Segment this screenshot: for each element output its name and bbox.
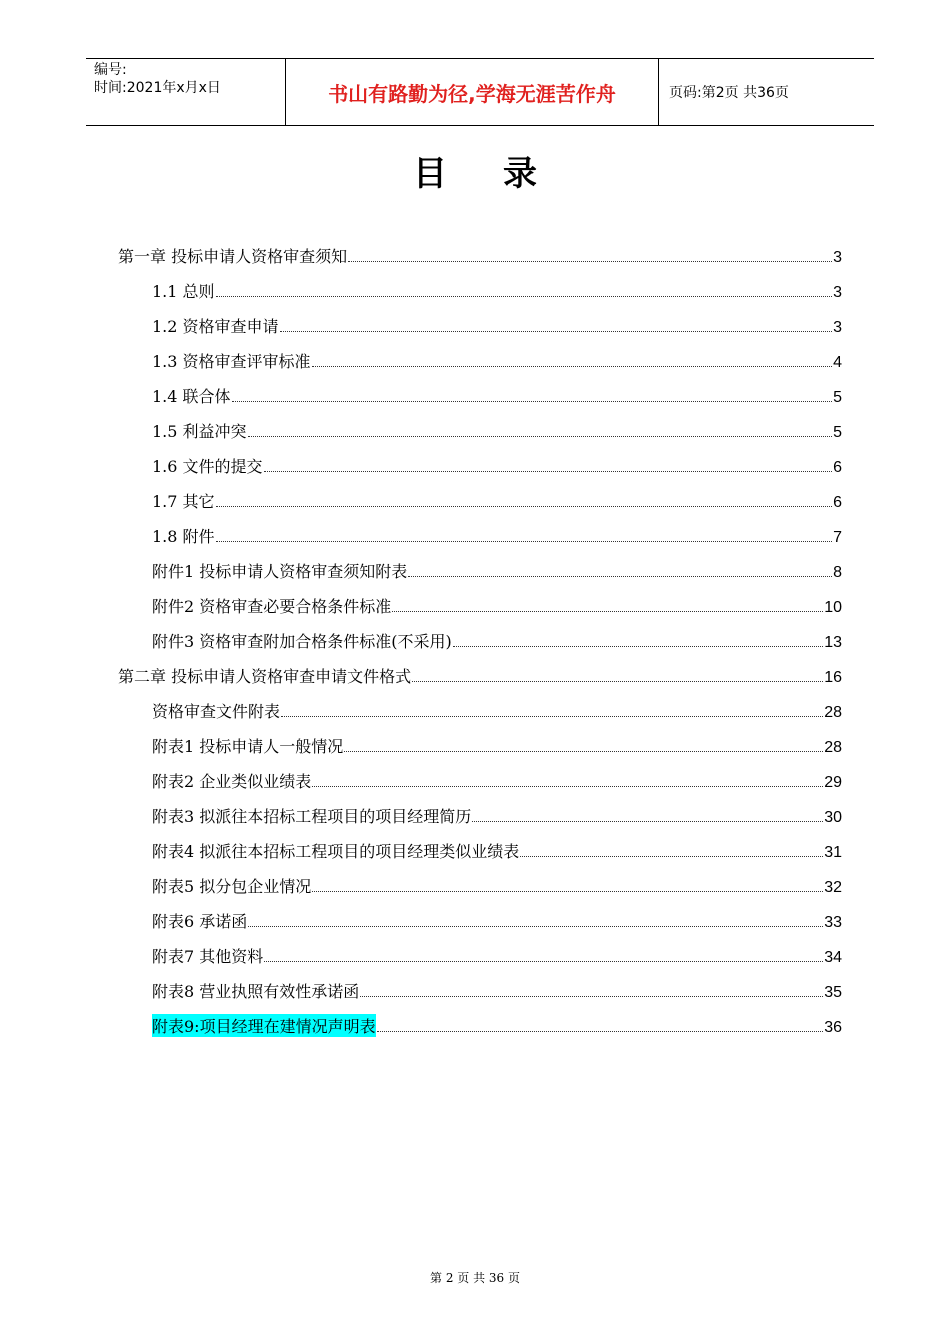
toc-label: 附表6 承诺函 xyxy=(152,912,248,931)
toc-label: 附表8 营业执照有效性承诺函 xyxy=(152,982,360,1001)
toc-label: 附表7 其他资料 xyxy=(152,947,264,966)
toc-leader xyxy=(392,611,823,612)
toc-entry[interactable] xyxy=(118,897,842,932)
toc-entry[interactable] xyxy=(118,1002,842,1037)
toc-label: 附表2 企业类似业绩表 xyxy=(152,772,312,791)
toc-entry[interactable] xyxy=(118,372,842,407)
toc-page: 8 xyxy=(833,564,842,581)
toc-label: 1.5 利益冲突 xyxy=(152,422,247,441)
toc-leader xyxy=(520,856,823,857)
toc-page: 29 xyxy=(824,774,842,791)
toc-leader xyxy=(312,891,823,892)
toc-page: 33 xyxy=(824,914,842,931)
header-page: 页码:第2页 共36页 xyxy=(669,85,789,101)
toc-entry[interactable] xyxy=(118,267,842,302)
toc-label: 附表4 拟派往本招标工程项目的项目经理类似业绩表 xyxy=(152,842,520,861)
toc-page: 13 xyxy=(824,634,842,651)
page-title: 目录 xyxy=(413,154,593,194)
toc-label: 1.2 资格审查申请 xyxy=(152,317,279,336)
toc-entry[interactable] xyxy=(118,757,842,792)
toc-page: 5 xyxy=(833,424,842,441)
toc-leader xyxy=(472,821,823,822)
toc-label-highlighted: 附表9:项目经理在建情况声明表 xyxy=(152,1014,376,1037)
toc-page: 7 xyxy=(833,529,842,546)
page-header xyxy=(86,58,874,126)
header-motto: 书山有路勤为径,学海无涯苦作舟 xyxy=(286,59,659,125)
toc-label: 第二章 投标申请人资格审查申请文件格式 xyxy=(118,667,412,686)
toc-leader xyxy=(264,961,823,962)
toc-page: 6 xyxy=(833,459,842,476)
toc-label: 1.7 其它 xyxy=(152,492,215,511)
header-number: 编号: xyxy=(94,62,127,78)
toc-entry[interactable] xyxy=(118,232,842,267)
toc-label: 附表3 拟派往本招标工程项目的项目经理简历 xyxy=(152,807,472,826)
toc-entry[interactable] xyxy=(118,442,842,477)
toc-page: 32 xyxy=(824,879,842,896)
toc-leader xyxy=(281,716,823,717)
toc-label: 附件1 投标申请人资格审查须知附表 xyxy=(152,562,408,581)
header-meta xyxy=(86,59,286,125)
toc-page: 31 xyxy=(824,844,842,861)
toc-page: 28 xyxy=(824,739,842,756)
toc-leader xyxy=(264,471,833,472)
toc-page: 34 xyxy=(824,949,842,966)
page-footer: 第 2 页 共 36 页 xyxy=(430,1271,520,1285)
toc-leader xyxy=(216,506,833,507)
toc-label: 附表5 拟分包企业情况 xyxy=(152,877,312,896)
toc-page: 28 xyxy=(824,704,842,721)
toc-page: 35 xyxy=(824,984,842,1001)
toc-page: 36 xyxy=(824,1019,842,1036)
toc-leader xyxy=(312,786,823,787)
toc-page: 3 xyxy=(833,249,842,266)
toc-leader xyxy=(453,646,823,647)
toc-entry[interactable] xyxy=(118,792,842,827)
toc-leader xyxy=(248,926,823,927)
toc-leader xyxy=(280,331,833,332)
toc-label: 附件2 资格审查必要合格条件标准 xyxy=(152,597,392,616)
toc-page: 3 xyxy=(833,319,842,336)
toc-entry[interactable] xyxy=(118,687,842,722)
toc-entry[interactable] xyxy=(118,582,842,617)
toc-leader xyxy=(248,436,833,437)
toc-entry[interactable] xyxy=(118,407,842,442)
toc-page: 10 xyxy=(824,599,842,616)
toc-page: 4 xyxy=(833,354,842,371)
toc-leader xyxy=(344,751,823,752)
toc-leader xyxy=(216,296,833,297)
toc-label: 1.4 联合体 xyxy=(152,387,231,406)
toc-entry[interactable] xyxy=(118,617,842,652)
toc-label: 1.6 文件的提交 xyxy=(152,457,263,476)
toc-label: 1.1 总则 xyxy=(152,282,215,301)
toc-leader xyxy=(408,576,832,577)
header-time: 时间:2021年x月x日 xyxy=(94,80,221,96)
toc-label: 1.8 附件 xyxy=(152,527,215,546)
toc-entry[interactable] xyxy=(118,337,842,372)
toc-label: 1.3 资格审查评审标准 xyxy=(152,352,311,371)
toc-entry[interactable] xyxy=(118,967,842,1002)
toc-label: 资格审查文件附表 xyxy=(152,702,281,721)
toc-entry[interactable] xyxy=(118,652,842,687)
toc-label: 第一章 投标申请人资格审查须知 xyxy=(118,247,348,266)
toc-entry[interactable] xyxy=(118,547,842,582)
toc-leader xyxy=(348,261,832,262)
toc-page: 3 xyxy=(833,284,842,301)
toc-leader xyxy=(232,401,833,402)
toc-leader xyxy=(377,1031,824,1032)
toc-entry[interactable] xyxy=(118,722,842,757)
toc-label: 附表1 投标申请人一般情况 xyxy=(152,737,344,756)
toc-page: 30 xyxy=(824,809,842,826)
toc-entry[interactable] xyxy=(118,827,842,862)
toc-page: 16 xyxy=(824,669,842,686)
table-of-contents xyxy=(118,232,842,1037)
toc-entry[interactable] xyxy=(118,862,842,897)
toc-leader xyxy=(312,366,833,367)
toc-label: 附件3 资格审查附加合格条件标准(不采用) xyxy=(152,632,452,651)
toc-leader xyxy=(216,541,833,542)
toc-page: 5 xyxy=(833,389,842,406)
toc-entry[interactable] xyxy=(118,477,842,512)
toc-leader xyxy=(412,681,823,682)
toc-page: 6 xyxy=(833,494,842,511)
toc-entry[interactable] xyxy=(118,932,842,967)
toc-entry[interactable] xyxy=(118,302,842,337)
toc-leader xyxy=(360,996,823,997)
toc-entry[interactable] xyxy=(118,512,842,547)
